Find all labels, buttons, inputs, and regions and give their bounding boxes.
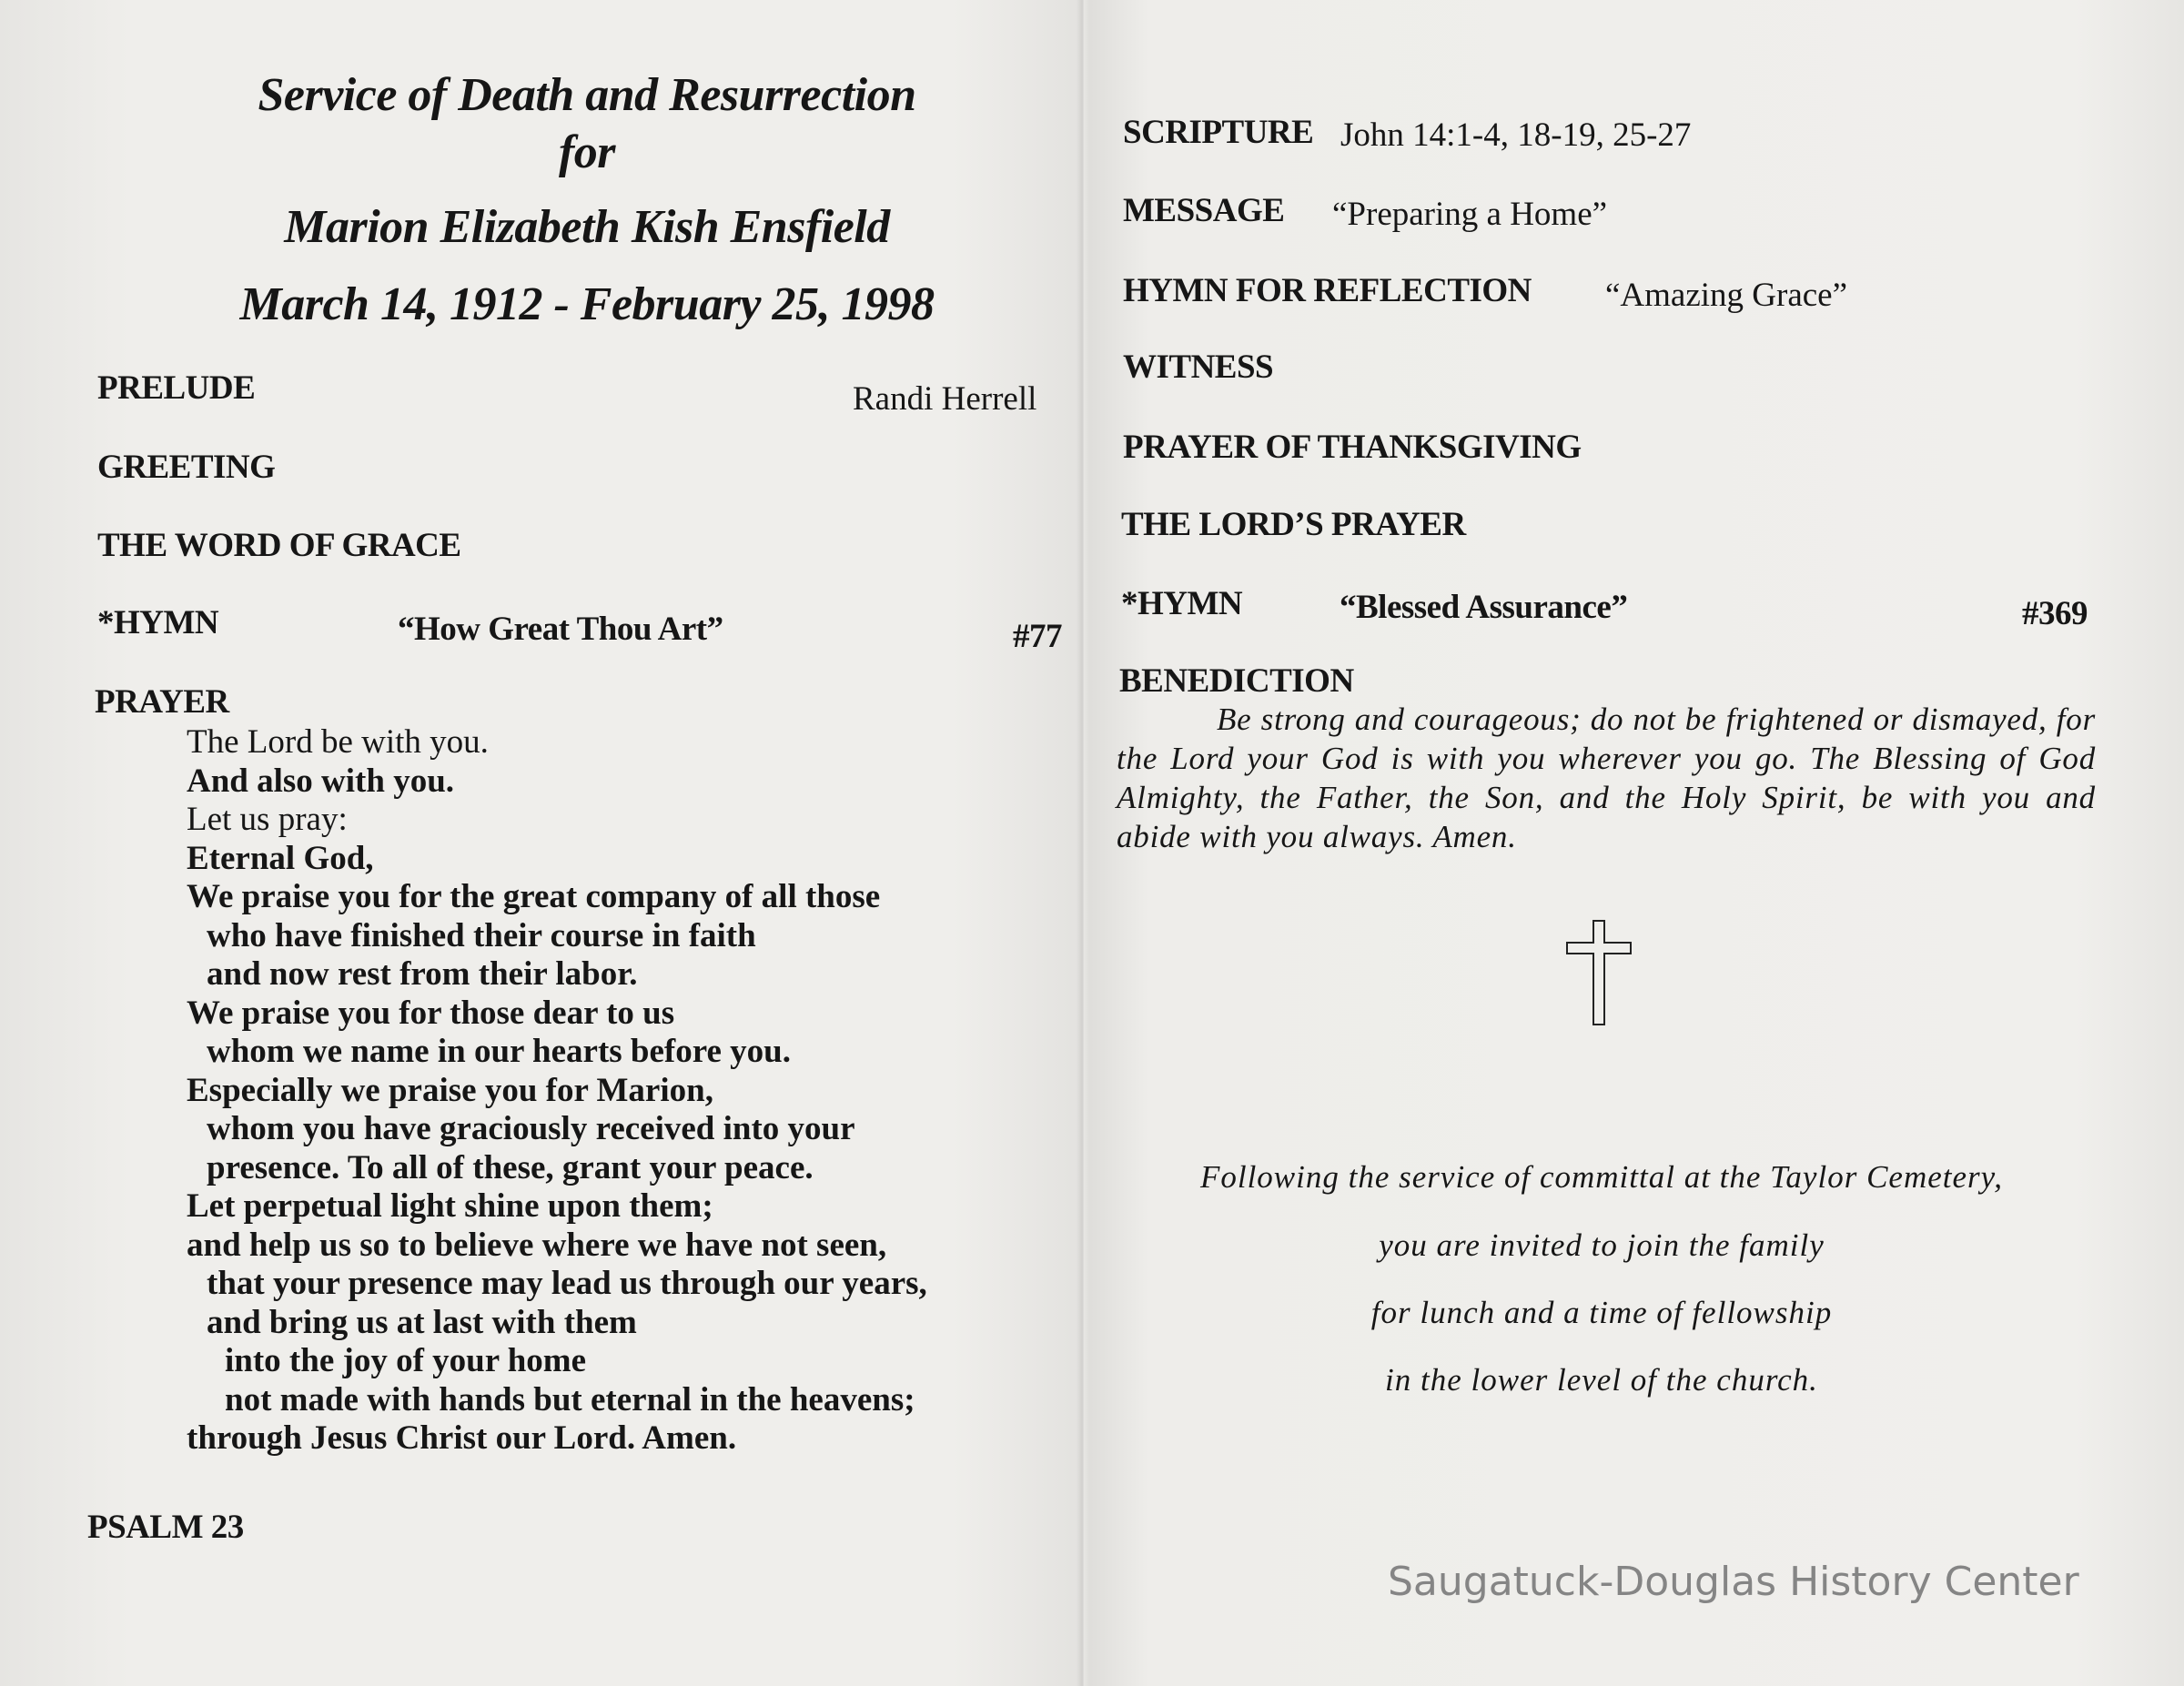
prayer-text xyxy=(187,723,927,1459)
hymn-number: #77 xyxy=(1013,618,1062,655)
cross-icon xyxy=(1563,919,1636,1028)
message-title: “Preparing a Home” xyxy=(1332,196,1608,233)
prayer-line: and bring us at last with them xyxy=(207,1303,637,1341)
closing-line-3: for lunch and a time of fellowship xyxy=(1370,1295,1833,1330)
prayer-line: whom you have graciously received into your xyxy=(207,1110,855,1147)
prayer-line: And also with you. xyxy=(187,762,455,800)
hymn-title: “How Great Thou Art” xyxy=(398,611,723,648)
prayer-line: whom we name in our hearts before you. xyxy=(207,1033,791,1070)
hymn-label: *HYMN xyxy=(97,604,219,641)
prayer-line: Let perpetual light shine upon them; xyxy=(187,1187,713,1225)
thanksgiving-label: PRAYER OF THANKSGIVING xyxy=(1123,429,1582,466)
life-dates: March 14, 1912 - February 25, 1998 xyxy=(239,278,935,330)
prayer-line: Especially we praise you for Marion, xyxy=(187,1071,713,1109)
hymn-reflection-label: HYMN FOR REFLECTION xyxy=(1123,272,1532,309)
closing-hymn-number: #369 xyxy=(2022,595,2088,632)
closing-line-1: Following the service of committal at the Taylor Cemetery, xyxy=(1199,1159,2003,1195)
closing-hymn-title: “Blessed Assurance” xyxy=(1340,589,1628,626)
closing-line-2: you are invited to join the family xyxy=(1379,1227,1825,1263)
prayer-line: Let us pray: xyxy=(187,801,348,838)
deceased-name: Marion Elizabeth Kish Ensfield xyxy=(284,201,890,253)
prayer-label: PRAYER xyxy=(95,683,229,721)
word-of-grace-label: THE WORD OF GRACE xyxy=(97,527,461,564)
service-title: Service of Death and Resurrection xyxy=(258,69,916,121)
benediction-text: Be strong and courageous; do not be frightened or dismayed, for the Lord your God is with you wherever you go. The Blessing of God Almighty, the Father, the Son, and the Holy Spirit, be with you and abide with you always. Amen. xyxy=(1117,702,2096,854)
page-fold xyxy=(1077,0,1089,1686)
hymn-reflection-title: “Amazing Grace” xyxy=(1605,277,1848,314)
prayer-line: into the joy of your home xyxy=(225,1342,587,1379)
lords-prayer-label: THE LORD’S PRAYER xyxy=(1121,506,1466,543)
prayer-line: We praise you for those dear to us xyxy=(187,994,675,1032)
greeting-label: GREETING xyxy=(97,449,276,486)
scripture-reference: John 14:1-4, 18-19, 25-27 xyxy=(1340,116,1692,154)
message-label: MESSAGE xyxy=(1123,192,1285,229)
prayer-line: and help us so to believe where we have not seen, xyxy=(187,1226,887,1264)
prayer-line: and now rest from their labor. xyxy=(207,955,638,993)
prayer-line: Eternal God, xyxy=(187,839,374,877)
prayer-line: that your presence may lead us through our years, xyxy=(207,1265,927,1302)
closing-line-4: in the lower level of the church. xyxy=(1385,1362,1818,1398)
scripture-label: SCRIPTURE xyxy=(1123,114,1314,151)
prelude-label: PRELUDE xyxy=(97,369,256,407)
prayer-line: presence. To all of these, grant your peace. xyxy=(207,1148,814,1186)
psalm-label: PSALM 23 xyxy=(87,1509,244,1546)
prelude-performer: Randi Herrell xyxy=(853,380,1037,418)
prayer-line: through Jesus Christ our Lord. Amen. xyxy=(187,1419,737,1457)
closing-hymn-label: *HYMN xyxy=(1121,585,1243,622)
benediction-label: BENEDICTION xyxy=(1119,662,1354,700)
prayer-line: We praise you for the great company of all those xyxy=(187,878,881,915)
watermark: Saugatuck-Douglas History Center xyxy=(1388,1559,2079,1605)
service-title-for: for xyxy=(558,126,616,178)
prayer-line: The Lord be with you. xyxy=(187,723,489,761)
prayer-line: not made with hands but eternal in the heavens; xyxy=(225,1380,915,1418)
prayer-line: who have finished their course in faith xyxy=(207,916,756,954)
witness-label: WITNESS xyxy=(1123,348,1274,386)
